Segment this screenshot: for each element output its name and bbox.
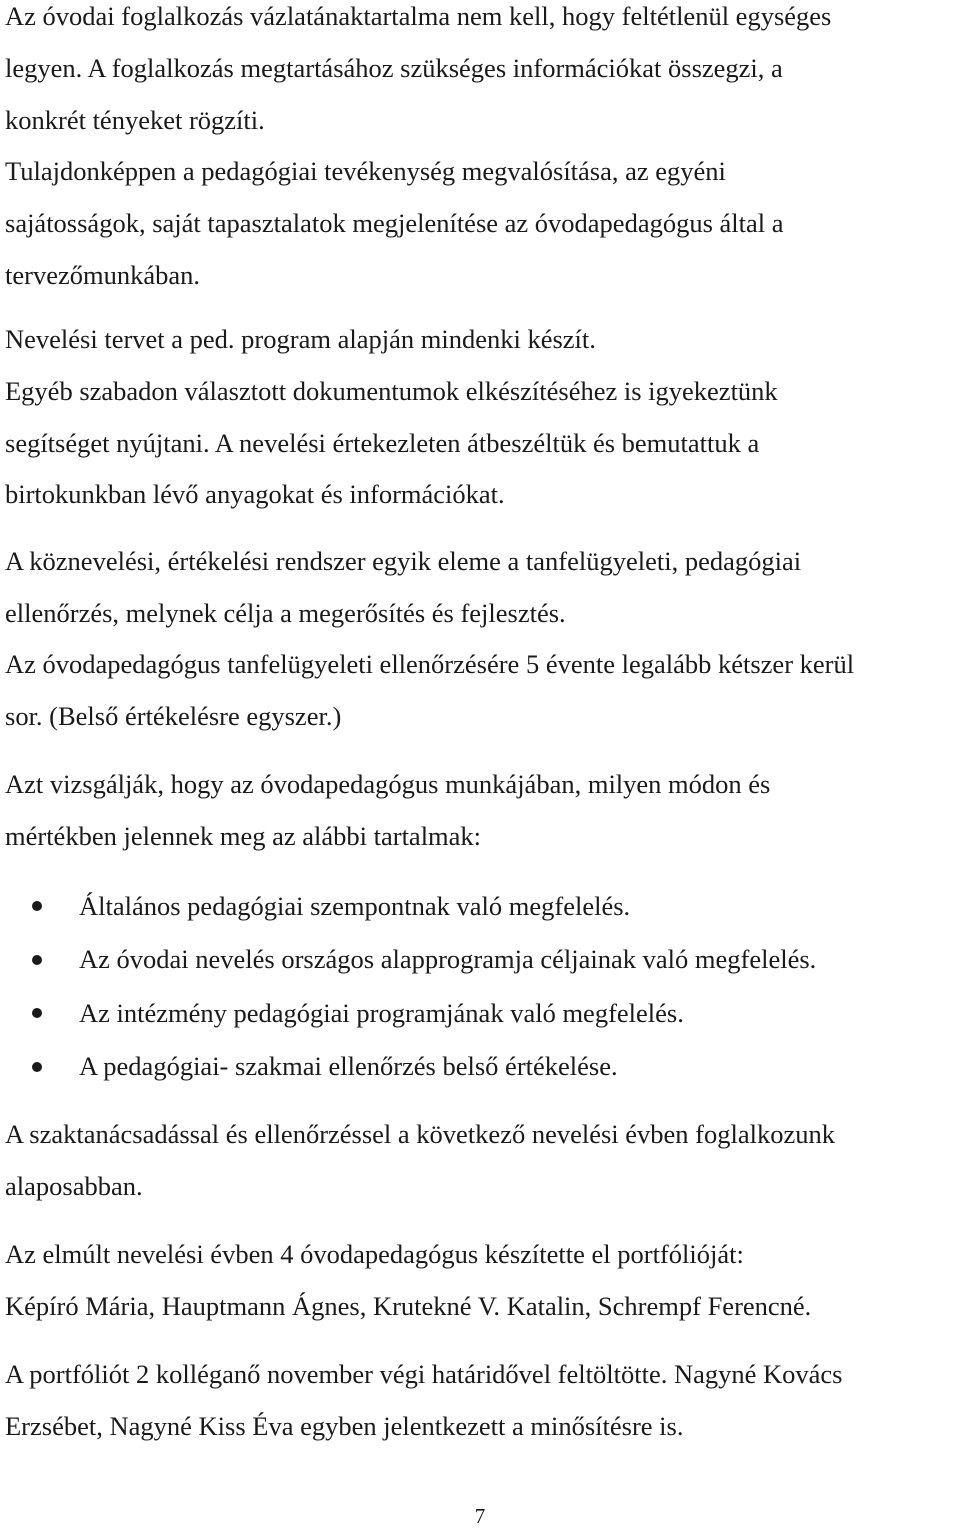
- text-line: A szaktanácsadással és ellenőrzéssel a következő nevelési évben foglalkozunk: [5, 1119, 836, 1149]
- bullet-dot-icon: [32, 901, 42, 911]
- text-line: mértékben jelennek meg az alábbi tartalmak:: [5, 821, 482, 851]
- text-line: Az óvodapedagógus tanfelügyeleti ellenőrzésére 5 évente legalább kétszer kerül: [5, 649, 855, 679]
- bullet-dot-icon: [32, 1062, 42, 1072]
- text-line: segítséget nyújtani. A nevelési értekezleten átbeszéltük és bemutattuk a: [5, 428, 760, 458]
- text-line: Azt vizsgálják, hogy az óvodapedagógus munkájában, milyen módon és: [5, 769, 771, 799]
- page-number: 7: [474, 1504, 486, 1528]
- text-line: legyen. A foglalkozás megtartásához szükséges információkat összegzi, a: [5, 53, 783, 83]
- list-item: Az intézmény pedagógiai programjának való megfelelés.: [79, 998, 684, 1028]
- text-line: Képíró Mária, Hauptmann Ágnes, Krutekné V. Katalin, Schrempf Ferencné.: [5, 1291, 812, 1321]
- text-line: alaposabban.: [5, 1171, 143, 1201]
- list-item: A pedagógiai- szakmai ellenőrzés belső értékelése.: [79, 1051, 618, 1081]
- text-line: Nevelési tervet a ped. program alapján mindenki készít.: [5, 324, 596, 354]
- text-line: sajátosságok, saját tapasztalatok megjelenítése az óvodapedagógus által a: [5, 208, 784, 238]
- bullet-dot-icon: [32, 955, 42, 965]
- text-line: birtokunkban lévő anyagokat és információkat.: [5, 479, 505, 509]
- text-line: A köznevelési, értékelési rendszer egyik eleme a tanfelügyeleti, pedagógiai: [5, 546, 802, 576]
- text-line: ellenőrzés, melynek célja a megerősítés és fejlesztés.: [5, 598, 566, 628]
- text-line: Egyéb szabadon választott dokumentumok elkészítéséhez is igyekeztünk: [5, 376, 778, 406]
- text-line: sor. (Belső értékelésre egyszer.): [5, 701, 342, 731]
- text-line: A portfóliót 2 kolléganő november végi határidővel feltöltötte. Nagyné Kovács: [5, 1359, 843, 1389]
- bullet-dot-icon: [32, 1008, 42, 1018]
- list-item: Általános pedagógiai szempontnak való megfelelés.: [79, 891, 631, 921]
- text-line: Erzsébet, Nagyné Kiss Éva egyben jelentkezett a minősítésre is.: [5, 1411, 684, 1441]
- text-line: konkrét tényeket rögzíti.: [5, 105, 265, 135]
- text-line: Az elmúlt nevelési évben 4 óvodapedagógus készítette el portfólióját:: [5, 1239, 744, 1269]
- text-line: Az óvodai foglalkozás vázlatánaktartalma nem kell, hogy feltétlenül egységes: [5, 1, 832, 31]
- text-line: Tulajdonképpen a pedagógiai tevékenység megvalósítása, az egyéni: [5, 156, 726, 186]
- text-line: tervezőmunkában.: [5, 260, 200, 290]
- list-item: Az óvodai nevelés országos alapprogramja céljainak való megfelelés.: [79, 944, 817, 974]
